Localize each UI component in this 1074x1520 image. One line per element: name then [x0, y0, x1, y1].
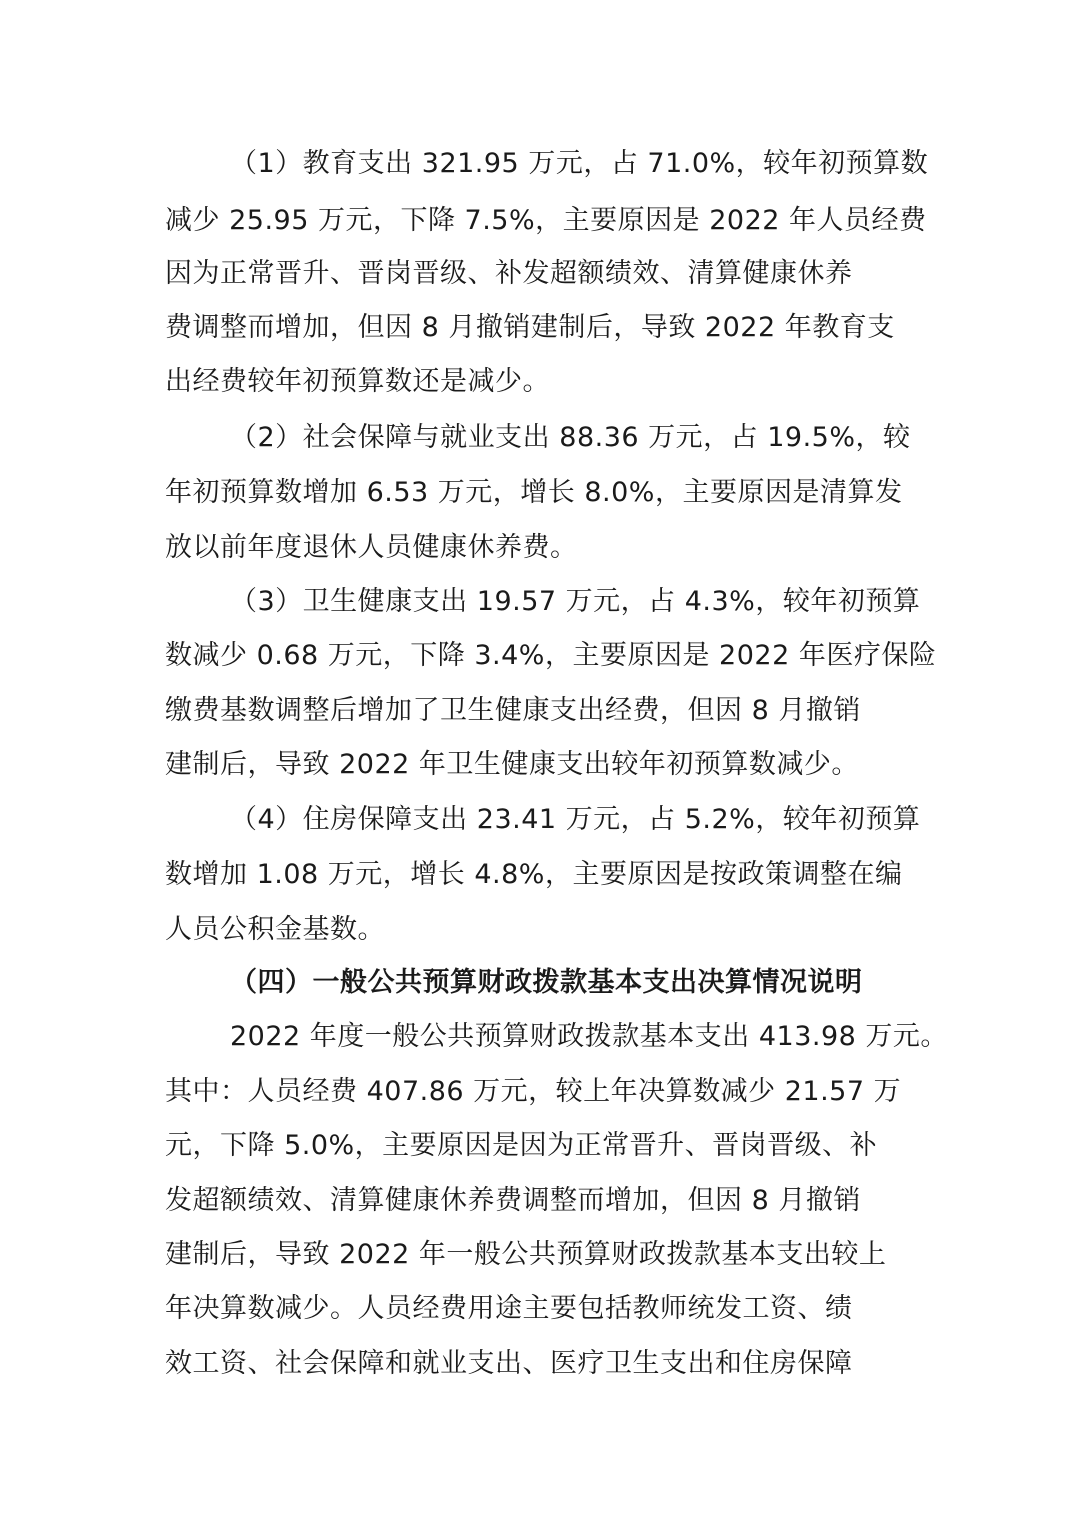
- paragraph-5-line-6: 年决算数减少。人员经费用途主要包括教师统发工资、绩: [165, 1293, 853, 1324]
- paragraph-4-line-1: （4）住房保障支出 23.41 万元，占 5.2%，较年初预算: [230, 804, 921, 835]
- paragraph-5-line-5: 建制后，导致 2022 年一般公共预算财政拨款基本支出较上: [165, 1239, 887, 1270]
- paragraph-3-line-3: 缴费基数调整后增加了卫生健康支出经费，但因 8 月撤销: [165, 695, 861, 726]
- paragraph-4-line-3: 人员公积金基数。: [165, 914, 385, 945]
- paragraph-3-line-2: 数减少 0.68 万元，下降 3.4%，主要原因是 2022 年医疗保险: [165, 640, 937, 671]
- paragraph-1-line-2: 减少 25.95 万元，下降 7.5%，主要原因是 2022 年人员经费: [165, 205, 927, 236]
- paragraph-1-line-5: 出经费较年初预算数还是减少。: [165, 366, 550, 397]
- paragraph-1-line-4: 费调整而增加，但因 8 月撤销建制后，导致 2022 年教育支: [165, 312, 895, 343]
- paragraph-5-line-3: 元，下降 5.0%，主要原因是因为正常晋升、晋岗晋级、补: [165, 1130, 878, 1161]
- paragraph-2-line-1: （2）社会保障与就业支出 88.36 万元，占 19.5%，较: [230, 422, 911, 453]
- paragraph-5-line-7: 效工资、社会保障和就业支出、医疗卫生支出和住房保障: [165, 1348, 853, 1379]
- paragraph-1-line-1: （1）教育支出 321.95 万元，占 71.0%，较年初预算数: [230, 148, 929, 179]
- paragraph-2-line-3: 放以前年度退休人员健康休养费。: [165, 532, 578, 563]
- paragraph-5-line-1: 2022 年度一般公共预算财政拨款基本支出 413.98 万元。: [230, 1021, 948, 1052]
- section-heading: （四）一般公共预算财政拨款基本支出决算情况说明: [230, 967, 863, 998]
- paragraph-3-line-1: （3）卫生健康支出 19.57 万元，占 4.3%，较年初预算: [230, 586, 921, 617]
- paragraph-3-line-4: 建制后，导致 2022 年卫生健康支出较年初预算数减少。: [165, 749, 859, 780]
- paragraph-5-line-4: 发超额绩效、清算健康休养费调整而增加，但因 8 月撤销: [165, 1185, 861, 1216]
- paragraph-1-line-3: 因为正常晋升、晋岗晋级、补发超额绩效、清算健康休养: [165, 258, 853, 289]
- paragraph-2-line-2: 年初预算数增加 6.53 万元，增长 8.0%，主要原因是清算发: [165, 477, 903, 508]
- paragraph-4-line-2: 数增加 1.08 万元，增长 4.8%，主要原因是按政策调整在编: [165, 859, 903, 890]
- paragraph-5-line-2: 其中：人员经费 407.86 万元，较上年决算数减少 21.57 万: [165, 1076, 902, 1107]
